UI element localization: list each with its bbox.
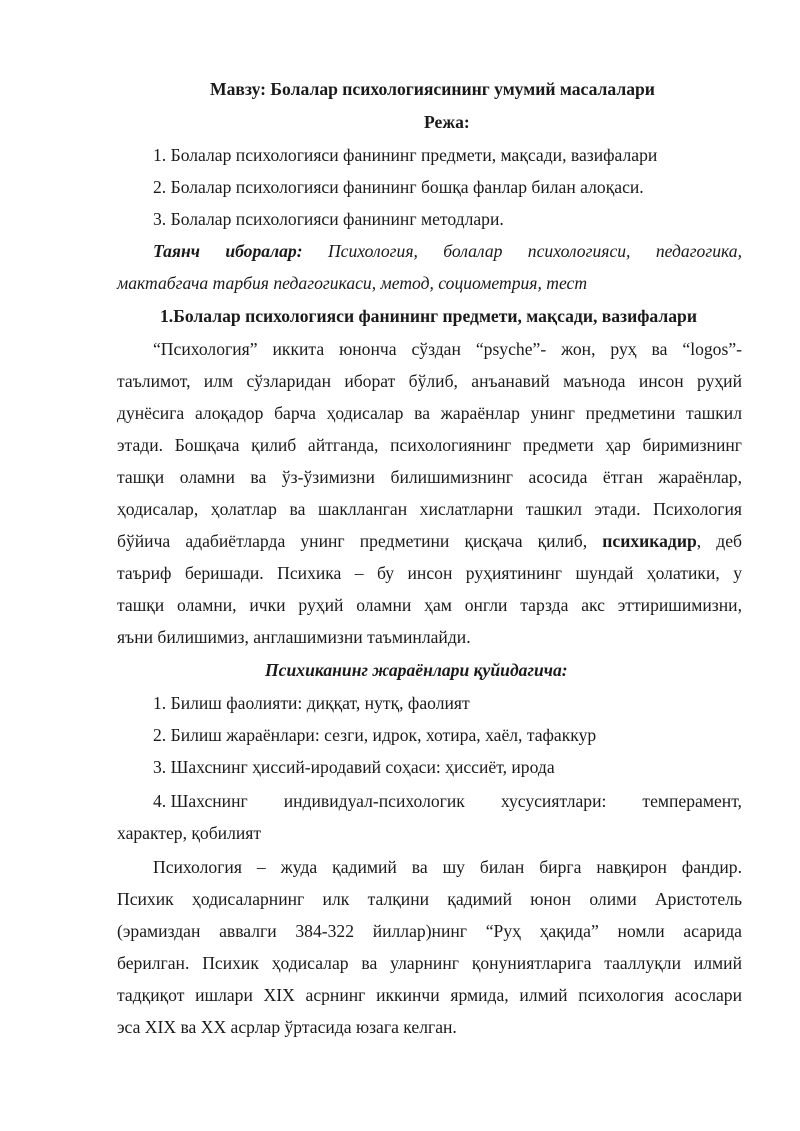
process-word: 4. Шахснинг [153,791,248,811]
paragraph-line: ташқи оламни ва ўз-ўзимизни билишимизнинг асосида ётган жараёнлар, [117,467,742,487]
paragraph-line: “Психология” иккита юнонча сўздан “psyche”- жон, руҳ ва “logos”- [153,339,742,359]
plan-item: 2. Болалар психологияси фанининг бошқа фанлар билан алоқаси. [153,177,644,197]
process-word: хусусиятлари: [500,791,607,811]
keywords-list: Психология, болалар психологияси, педагогика, [302,241,743,261]
emphasized-term: психикадир [602,531,697,551]
paragraph-line: эса XIX ва XX асрлар ўртасида юзага келган. [117,1017,457,1037]
paragraph-line: ҳодисалар, ҳолатлар ва шаклланган хислатларни ташкил этади. Психология [117,499,742,519]
keywords-line [153,240,742,262]
process-word: темперамент, [642,791,742,811]
paragraph-line: Психик ҳодисаларнинг илк талқини қадимий юнон олими Аристотель [117,889,742,909]
keywords-list-continued: мактабгача тарбия педагогикаси, метод, социометрия, тест [117,273,588,293]
processes-heading: Психиканинг жараёнлари қуйидагича: [265,660,568,680]
process-item-continued: характер, қобилият [117,823,262,843]
paragraph-line: дунёсига алоқадор барча ҳодисалар ва жараёнлар унинг предметини ташкил [117,403,742,423]
paragraph-line: ташқи оламни, ички руҳий оламни ҳам онгли тарзда акс эттиришимизни, [117,595,742,615]
process-item [153,790,742,812]
paragraph-line: Психология – жуда қадимий ва шу билан бирга навқирон фандир. [153,857,742,877]
paragraph-text: бўйича адабиётларда унинг предметини қисқача қилиб, [117,531,603,551]
section-heading: 1.Болалар психологияси фанининг предмети, мақсади, вазифалари [160,306,697,326]
paragraph-line: этади. Бошқача қилиб айтганда, психологиянинг предмети ҳар биримизнинг [117,435,742,455]
paragraph-line: берилган. Психик ҳодисалар ва уларнинг қонуниятларига тааллуқли илмий [117,953,742,973]
plan-item: 1. Болалар психологияси фанининг предмети, мақсади, вазифалари [153,145,658,165]
keywords-label: Таянч иборалар: [153,241,303,261]
plan-item: 3. Болалар психологияси фанининг методлари. [153,209,504,229]
process-word: индивидуал-психологик [283,791,465,811]
paragraph-line: тадқиқот ишлари XIX асрнинг иккинчи ярмида, илмий психология асослари [117,985,742,1005]
plan-heading: Режа: [424,112,470,132]
document-title: Мавзу: Болалар психологиясининг умумий масалалари [210,79,655,99]
paragraph-line: (эрамиздан аввалги 384-322 йиллар)нинг “Руҳ ҳақида” номли асарида [117,921,742,941]
paragraph-text: , деб [696,531,742,551]
process-item: 1. Билиш фаолияти: диққат, нутқ, фаолият [153,693,470,713]
process-item: 2. Билиш жараёнлари: сезги, идрок, хотира, хаёл, тафаккур [153,725,597,745]
paragraph-line: таъриф беришади. Психика – бу инсон руҳиятининг шундай ҳолатики, у [117,563,742,583]
process-item: 3. Шахснинг ҳиссий-иродавий соҳаси: ҳиссиёт, ирода [153,757,555,777]
paragraph-line [117,530,742,552]
paragraph-line: таълимот, илм сўзларидан иборат бўлиб, анъанавий маънода инсон руҳий [117,371,742,391]
paragraph-line: яъни билишимиз, англашимизни таъминлайди. [117,627,471,647]
